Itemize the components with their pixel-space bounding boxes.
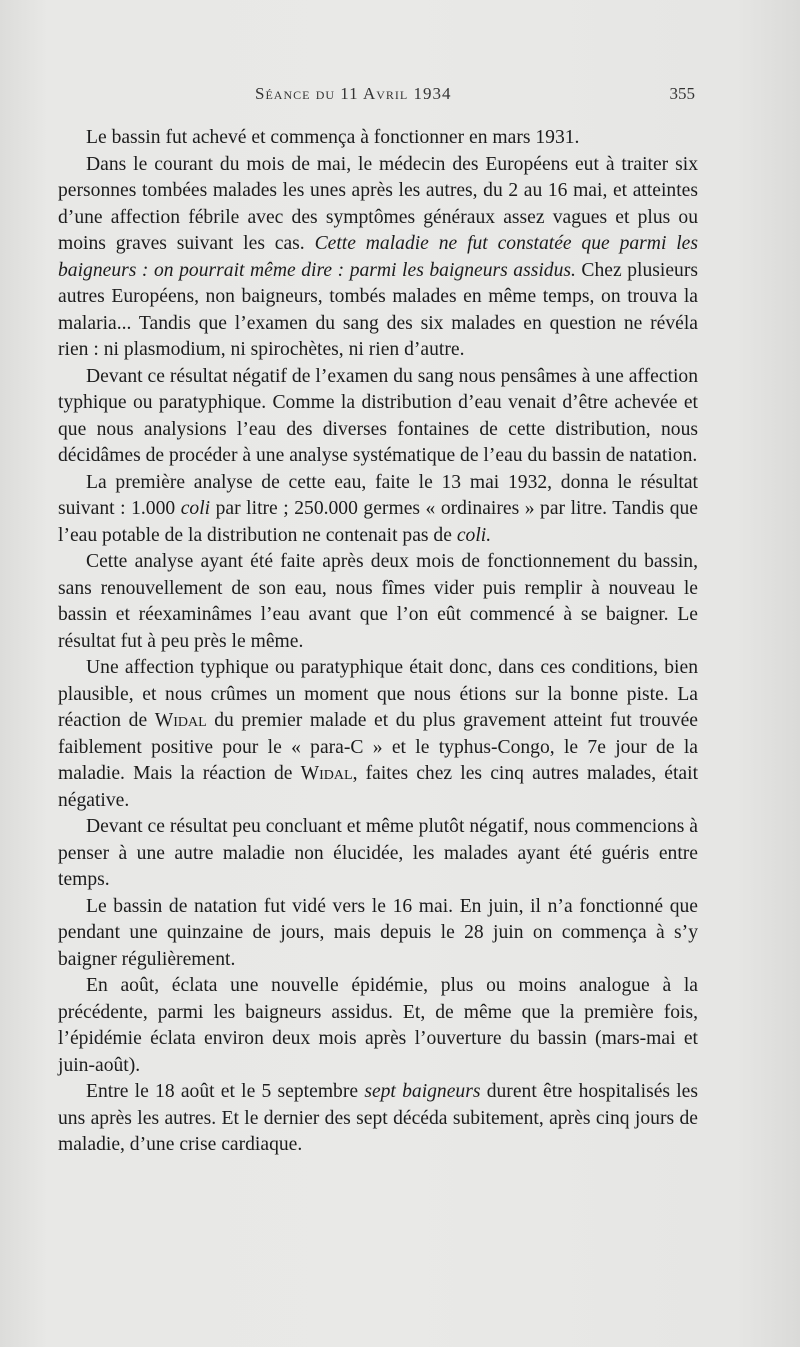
text-run: Entre le 18 août et le 5 septembre	[86, 1081, 365, 1102]
text-run: Devant ce résultat négatif de l’examen du sang nous pensâmes à une affection typhique ou paratyphique. Comme la distribution d’eau venait d’être achevée et que nous analysions l’eau des diverses fontaines de cette distribution, nous décidâmes de procéder à une analyse systématique de l’eau du bassin de natation.	[58, 365, 698, 466]
running-head: Séance du 11 Avril 1934	[255, 84, 452, 103]
text-run: , faites chez les cinq autres malades, était négative.	[58, 763, 699, 811]
text-run: Le bassin de natation fut vidé vers le 16 mai. En juin, il n’a fonctionné que pendant une quinzaine de jours, mais depuis le 28 juin on commença à s’y baigner régulièrement.	[58, 895, 698, 970]
text-run: Dans le courant du mois de mai, le médecin des Européens eut à traiter six personnes tombées malades les unes après les autres, du 2 au 16 mai, et atteintes d’une affection fébrile avec des symptômes généraux assez vagues et plus ou moins graves suivant les cas.	[58, 153, 698, 254]
paragraph	[58, 364, 698, 470]
small-caps-name: Widal	[154, 710, 207, 731]
page-header	[0, 84, 800, 112]
italic-text: Cette maladie ne fut constatée que parmi les baigneurs : on pourrait même dire : parmi les baigneurs assidus.	[58, 233, 698, 281]
paragraph	[58, 1079, 698, 1159]
paragraph	[58, 152, 698, 364]
text-run: Le bassin fut achevé et commença à fonctionner en mars 1931.	[86, 127, 580, 148]
text-run: Une affection typhique ou paratyphique était donc, dans ces conditions, bien plausible, et nous crûmes un moment que nous étions sur la bonne piste. La réaction de	[58, 657, 698, 731]
body-text	[58, 125, 698, 1159]
paragraph	[58, 549, 698, 655]
paragraph	[58, 125, 698, 152]
paragraph	[58, 470, 698, 550]
small-caps-name: Widal	[300, 763, 353, 784]
paragraph	[58, 655, 698, 814]
text-run: Chez plusieurs autres Européens, non baigneurs, tombés malades en même temps, on trouva la malaria... Tandis que l’examen du sang des six malades en question ne révéla rien : ni plasmodium, ni spirochètes, ni rien d’autre.	[58, 259, 698, 360]
italic-text: coli.	[456, 524, 492, 546]
text-run: du premier malade et du plus gravement atteint fut trouvée faiblement positive pour le « para-C » et le typhus-Congo, le 7e jour de la maladie. Mais la réaction de	[58, 710, 698, 784]
page-number: 355	[669, 84, 695, 103]
paragraph	[58, 894, 698, 974]
paragraph	[58, 973, 698, 1079]
text-run: En août, éclata une nouvelle épidémie, plus ou moins analogue à la précédente, parmi les baigneurs assidus. Et, de même que la première fois, l’épidémie éclata environ deux mois après l’ouverture du bassin (mars-mai et juin-août).	[58, 975, 698, 1076]
italic-text: coli	[180, 498, 211, 519]
text-run: La première analyse de cette eau, faite le 13 mai 1932, donna le résultat suivant : 1.000	[58, 471, 698, 519]
text-run: durent être hospitalisés les uns après les autres. Et le dernier des sept décéda subitement, après cinq jours de maladie, d’une crise cardiaque.	[58, 1081, 699, 1155]
italic-text: sept baigneurs	[364, 1081, 481, 1102]
paragraph	[58, 814, 698, 894]
text-run: par litre ; 250.000 germes « ordinaires » par litre. Tandis que l’eau potable de la distribution ne contenait pas de	[58, 498, 698, 546]
text-run: Cette analyse ayant été faite après deux mois de fonctionnement du bassin, sans renouvellement de son eau, nous fîmes vider puis remplir à nouveau le bassin et réexaminâmes l’eau avant que l’on eût commencé à se baigner. Le résultat fut à peu près le même.	[58, 551, 698, 652]
text-run: Devant ce résultat peu concluant et même plutôt négatif, nous commencions à penser à une autre maladie non élucidée, les malades ayant été guéris entre temps.	[58, 816, 698, 890]
